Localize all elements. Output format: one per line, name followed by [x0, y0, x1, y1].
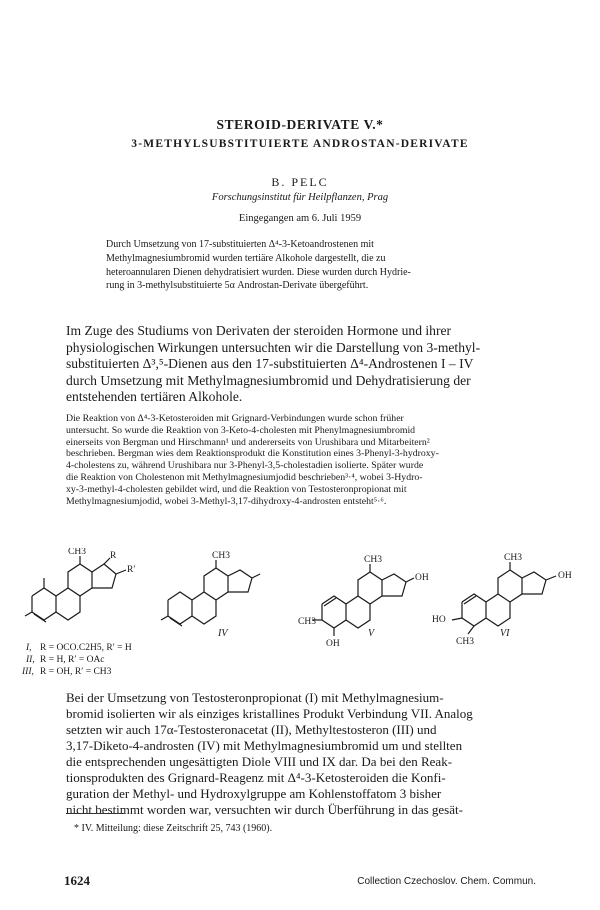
small-print-line: Die Reaktion von Δ⁴-3-Ketosteroiden mit Grignard-Verbindungen wurde schon früher — [66, 413, 404, 424]
r-legend-num: I, — [26, 643, 32, 653]
intro-line: Im Zuge des Studiums von Derivaten der steroiden Hormone und ihrer — [66, 323, 452, 338]
main-line: nicht bestimmt worden war, versuchten wir durch Überführung in das gesät- — [66, 802, 463, 817]
ch3-label: CH3 — [68, 548, 86, 557]
article-title: STEROID-DERIVATE V.* — [216, 117, 384, 132]
institute: Forschungsinstitut für Heilpflanzen, Prag — [211, 192, 389, 203]
small-print-line: die Reaktion von Cholestenon mit Methylmagnesiumjodid beschrieben³·⁴, wobei 3-Hydro- — [66, 471, 423, 483]
r-legend-text: R = OH, R′ = CH3 — [40, 667, 112, 676]
small-print-line: einerseits von Bergman und Hirschmann¹ und andererseits von Urushibara und Mitarbeitern² — [66, 436, 430, 448]
intro-line: substituierten Δ³,⁵-Dienen aus den 17-substituierten Δ⁴-Androstenen I – IV — [66, 356, 474, 371]
main-line: setzten wir auch 17α-Testosteronacetat (II), Methyltestosteron (III) und — [66, 722, 437, 737]
r-label: R — [110, 551, 117, 561]
ch3-label: CH3 — [298, 617, 316, 627]
r-prime-label: R′ — [127, 565, 136, 575]
ch3-label: CH3 — [504, 553, 522, 563]
intro-paragraph — [66, 323, 536, 406]
structure-I-III — [25, 556, 126, 622]
ch3-label: CH3 — [364, 555, 382, 565]
abstract-line: Methylmagnesiumbromid wurden tertiäre Alkohole dargestellt, die zu — [106, 252, 386, 264]
journal-name: Collection Czechoslov. Chem. Commun. — [357, 876, 536, 887]
author: B. PELC — [271, 175, 329, 189]
abstract-line: heteroannularen Dienen dehydratisiert wurden. Diese wurden durch Hydrie- — [106, 266, 411, 278]
main-line: Bei der Umsetzung von Testosteronpropionat (I) mit Methylmagnesium- — [66, 690, 444, 705]
intro-line: durch Umsetzung mit Methylmagnesiumbromid und Dehydratisierung der — [66, 372, 471, 388]
ch3-label: CH3 — [212, 551, 230, 561]
small-print-line: untersucht. So wurde die Reaktion von 3-Keto-4-cholesten mit Phenylmagnesiumbromid — [66, 424, 416, 436]
abstract-line: Durch Umsetzung von 17-substituierten Δ⁴-3-Ketoandrostenen mit — [106, 239, 374, 250]
label-VI: VI — [500, 628, 510, 639]
structure-VI — [452, 562, 556, 634]
small-print-paragraph — [66, 413, 536, 507]
footnote: * IV. Mitteilung: diese Zeitschrift 25, 743 (1960). — [74, 823, 273, 834]
r-legend-text: R = H, R′ = OAc — [40, 655, 105, 665]
r-legend-text: R = OCO.C2H5, R′ = H — [40, 643, 132, 653]
label-IV: IV — [218, 628, 228, 639]
label-V: V — [368, 628, 375, 639]
page-number: 1624 — [64, 873, 90, 888]
small-print-line: xy-3-methyl-4-cholesten gebildet wird, und die Reaktion von Testosteronpropionat mit — [66, 483, 407, 495]
oh-label: OH — [326, 639, 340, 649]
ch3-label: CH3 — [456, 637, 474, 647]
small-print-line: 4-cholestens zu, während Urushibara nur 3-Phenyl-3,5-cholestadien isolierte. Später wurde — [66, 460, 424, 472]
main-line: guration der Methyl- und Hydroxylgruppe am Kohlenstoffatom 3 bisher — [66, 786, 442, 801]
ho-label: HO — [432, 615, 446, 625]
abstract-line: rung in 3-methylsubstituierte 5α Androstan-Derivate übergeführt. — [106, 280, 369, 292]
intro-line: entstehenden tertiären Alkohole. — [66, 389, 243, 404]
main-line: tionsprodukten des Grignard-Reagenz mit Δ⁴-3-Ketosteroiden die Konfi- — [66, 770, 446, 785]
structure-figure — [22, 548, 578, 676]
r-legend-num: III, — [22, 667, 34, 676]
main-paragraph — [66, 690, 536, 818]
oh-label: OH — [558, 571, 572, 581]
footnote-rule — [66, 813, 124, 814]
r-legend-num: II, — [26, 655, 35, 665]
structure-IV — [161, 560, 260, 626]
main-line: 3,17-Diketo-4-androsten (IV) mit Methylmagnesiumbromid um und stellten — [66, 738, 463, 753]
main-line: die entsprechenden ungesättigten Diole VIII und IX dar. Da bei den Reak- — [66, 754, 453, 769]
abstract — [106, 238, 512, 293]
small-print-line: beschrieben. Bergman wies dem Reaktionsprodukt die Konstitution eines 3-Phenyl-3-hydroxy- — [66, 448, 439, 460]
steroid-structures-svg — [22, 548, 578, 676]
main-line: bromid isolierten wir als einziges kristallines Produkt Verbindung VII. Analog — [66, 706, 473, 721]
small-print-line: Methylmagnesiumjodid, wobei 3-Methyl-3,17-dihydroxy-4-androsten entsteht⁵·⁶. — [66, 495, 387, 507]
structure-V — [312, 564, 414, 636]
intro-line: physiologischen Wirkungen untersuchten wir die Darstellung von 3-methyl- — [66, 339, 481, 355]
oh-label: OH — [415, 573, 429, 583]
received-date: Eingegangen am 6. Juli 1959 — [238, 213, 362, 224]
article-subtitle: 3-METHYLSUBSTITUIERTE ANDROSTAN-DERIVATE — [131, 138, 469, 150]
